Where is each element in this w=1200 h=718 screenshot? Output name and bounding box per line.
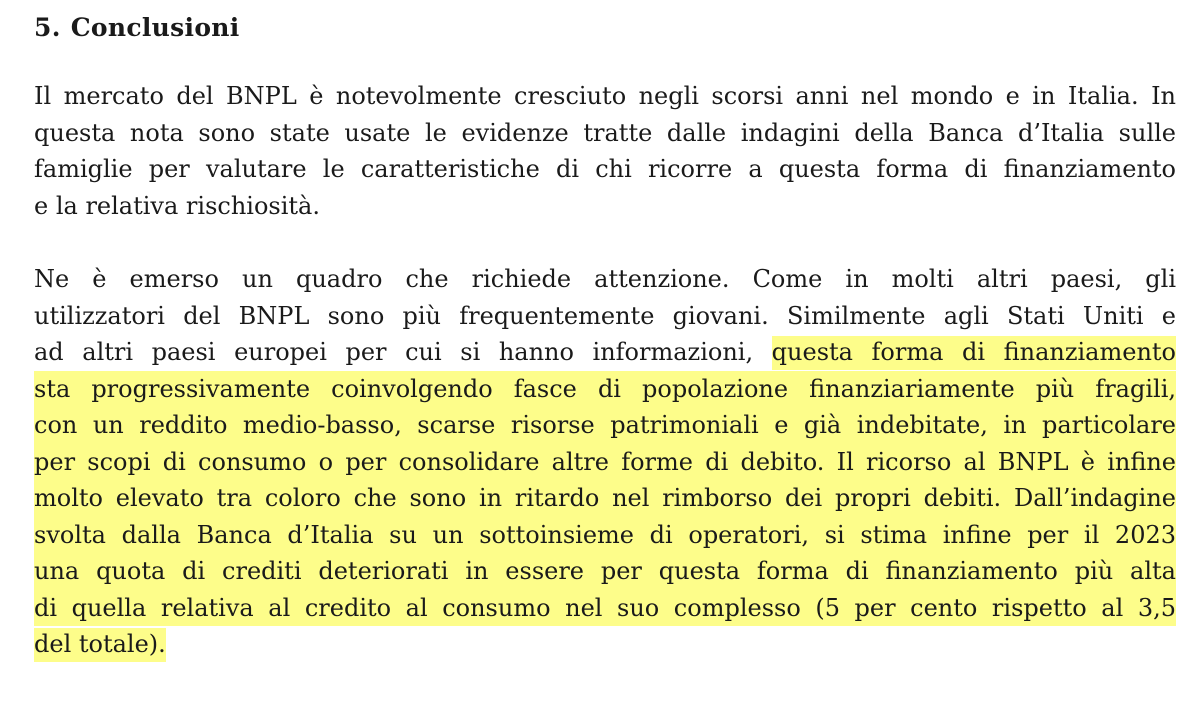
section-number: 5.	[34, 13, 61, 42]
highlighted-text: molto elevato tra coloro che sono in ritardo nel rimborso dei propri debiti. Dall’indagine	[34, 484, 1176, 512]
paragraph-1	[34, 78, 1176, 224]
highlighted-text: del totale).	[34, 628, 166, 662]
highlighted-text: con un reddito medio-basso, scarse risorse patrimoniali e già indebitate, in particolare	[34, 411, 1176, 439]
highlighted-text: di quella relativa al credito al consumo nel suo complesso (5 per cento rispetto al 3,5	[34, 593, 1176, 622]
highlighted-text: per scopi di consumo o per consolidare altre forme di debito. Il ricorso al BNPL è infine	[34, 447, 1176, 476]
paragraph-line: Il mercato del BNPL è notevolmente cresciuto negli scorsi anni nel mondo e in Italia. In	[34, 82, 1176, 110]
highlighted-text: svolta dalla Banca d’Italia su un sottoinsieme di operatori, si stima infine per il 2023	[34, 520, 1176, 549]
highlighted-line	[34, 590, 1176, 627]
section-title: Conclusioni	[70, 13, 240, 42]
highlighted-text: una quota di crediti deteriorati in essere per questa forma di finanziamento più alta	[34, 557, 1176, 585]
highlighted-line	[34, 371, 1176, 408]
paragraph-line: questa nota sono state usate le evidenze tratte dalle indagini della Banca d’Italia sulle	[34, 118, 1176, 147]
highlighted-line	[34, 553, 1176, 590]
paragraph-line: utilizzatori del BNPL sono più frequentemente giovani. Similmente agli Stati Uniti e	[34, 301, 1176, 330]
highlighted-line	[34, 444, 1176, 481]
plain-text: ad altri paesi europei per cui si hanno informazioni,	[34, 338, 772, 366]
paragraph-line: e la relativa rischiosità.	[34, 191, 320, 220]
paragraph-line-partial-highlight	[34, 334, 1176, 371]
highlighted-line	[34, 407, 1176, 444]
highlighted-text: questa forma di finanziamento	[772, 336, 1176, 370]
section-heading	[34, 8, 240, 48]
paragraph-line: famiglie per valutare le caratteristiche di chi ricorre a questa forma di finanziamento	[34, 155, 1176, 183]
highlighted-line	[34, 517, 1176, 554]
highlighted-line	[34, 626, 1176, 663]
paragraph-2	[34, 261, 1176, 663]
highlighted-text: sta progressivamente coinvolgendo fasce di popolazione finanziariamente più fragili,	[34, 374, 1176, 403]
highlighted-line	[34, 480, 1176, 517]
paragraph-line: Ne è emerso un quadro che richiede attenzione. Come in molti altri paesi, gli	[34, 265, 1176, 293]
